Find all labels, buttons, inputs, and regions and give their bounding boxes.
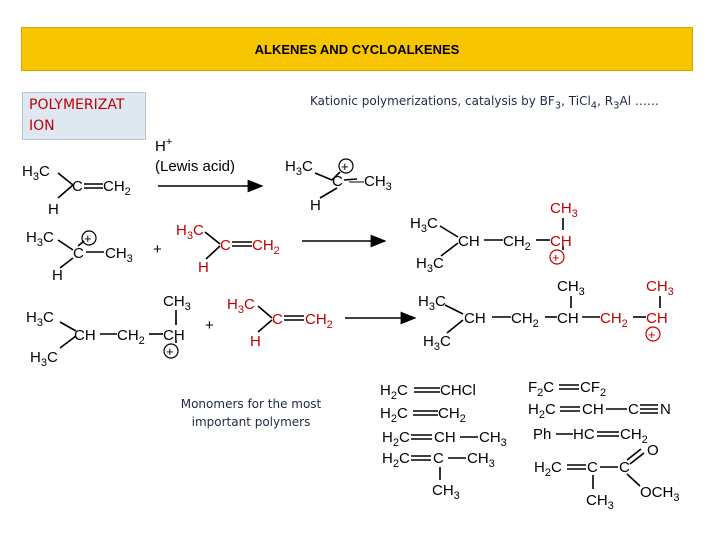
atom-label: $CH_2$ — [103, 178, 131, 198]
atom-label: $—CH_3$ — [349, 173, 392, 193]
monomer-ethylene: $H_2C$ — [380, 405, 408, 425]
atom-label: H — [250, 333, 261, 350]
monomer-propylene-mid: CH — [434, 429, 456, 446]
monomer-acrylonitrile: $H_2C$ — [528, 401, 556, 421]
monomer-vinyl-chloride: $H_2C$ — [380, 382, 408, 402]
monomer-acrylonitrile-n: N — [660, 401, 671, 418]
atom-label: $CH_3$ — [105, 245, 133, 265]
monomer-ethylene-right: $CH_2$ — [438, 405, 466, 425]
atom-label: $H_3C$ — [22, 163, 50, 183]
charge-sign: + — [341, 159, 349, 174]
subtitle: Kationic polymerizations, catalysis by $BF_3$, TiCl$_4$, $R_3Al$ …… — [310, 94, 659, 112]
atom-label: CH — [646, 310, 668, 327]
atom-label: $CH_3$ — [550, 200, 578, 220]
monomer-acrylonitrile-c: C — [628, 401, 639, 418]
atom-label: H — [198, 259, 209, 276]
atom-label: C — [272, 311, 283, 328]
atom-label: H — [48, 201, 59, 218]
atom-label: CH — [458, 233, 480, 250]
plus-sign: + — [153, 241, 162, 258]
atom-label: $CH_2$ — [503, 233, 531, 253]
monomer-vinyl-chloride-right: CHCl — [440, 382, 476, 399]
atom-label: $H_3C$ — [30, 349, 58, 369]
atom-label: $H_3C$ — [285, 158, 313, 178]
atom-label: CH — [557, 310, 579, 327]
charge-sign: + — [552, 250, 560, 265]
atom-label: C — [73, 245, 84, 262]
monomer-mma-c: C — [587, 459, 598, 476]
monomer-mma-carbonyl: C — [619, 459, 630, 476]
charge-sign: + — [648, 327, 656, 342]
atom-label: CH — [163, 327, 185, 344]
atom-label: $H_3C$ — [423, 333, 451, 353]
atom-label: CH — [550, 233, 572, 250]
atom-label: $H_3C$ — [26, 229, 54, 249]
atom-label: $CH_2$ — [305, 311, 333, 331]
atom-label: $H_3C$ — [227, 296, 255, 316]
plus-sign: + — [205, 317, 214, 334]
atom-label: $H_3C$ — [418, 293, 446, 313]
atom-label: H — [52, 267, 63, 284]
topic-label: POLYMERIZAT ION — [29, 97, 125, 134]
atom-label: CH — [464, 310, 486, 327]
monomer-mma-o: O — [647, 442, 659, 459]
monomer-propylene-right: $CH_3$ — [479, 429, 507, 449]
atom-label: $CH_3$ — [646, 278, 674, 298]
atom-label: $CH_2$ — [511, 310, 539, 330]
atom-label: $CH_2$ — [600, 310, 628, 330]
monomer-isobutylene-methyl: $CH_3$ — [432, 482, 460, 502]
catalyst-proton: H+ — [155, 136, 173, 155]
monomer-mma-methyl: $CH_3$ — [586, 492, 614, 512]
monomer-isobutylene-right: $CH_3$ — [467, 450, 495, 470]
monomer-tetrafluoroethylene: $F_2C$ — [528, 379, 555, 399]
monomer-tetrafluoroethylene-right: $CF_2$ — [580, 379, 607, 399]
atom-label: $H_3C$ — [410, 215, 438, 235]
atom-label: $H_3C$ — [176, 222, 204, 242]
monomer-styrene-right: $CH_2$ — [620, 426, 648, 446]
slide-title: ALKENES AND CYCLOALKENES — [254, 41, 460, 57]
atom-label: $CH_3$ — [163, 293, 191, 313]
monomer-acrylonitrile-mid: CH — [582, 401, 604, 418]
charge-sign: + — [166, 344, 174, 359]
monomer-styrene: Ph — [533, 426, 552, 443]
atom-label: $CH_3$ — [557, 278, 585, 298]
atom-label: H — [310, 197, 321, 214]
monomer-isobutylene-mid: C — [433, 450, 444, 467]
atom-label: $H_3C$ — [26, 309, 54, 329]
atom-label: $CH_2$ — [252, 237, 280, 257]
monomer-styrene-mid: HC — [573, 426, 595, 443]
monomer-isobutylene: $H_2C$ — [382, 450, 410, 470]
catalyst-label: (Lewis acid) — [155, 158, 236, 175]
monomer-mma: $H_2C$ — [534, 459, 562, 479]
atom-label: $H_3C$ — [416, 255, 444, 275]
atom-label: CH — [74, 327, 96, 344]
monomers-label: Monomers for the most important polymers — [180, 397, 322, 429]
charge-sign: + — [84, 231, 92, 246]
monomer-mma-ester: $OCH_3$ — [640, 484, 680, 504]
atom-label: $CH_2$ — [117, 327, 145, 347]
atom-label: C — [332, 173, 343, 190]
atom-label: C — [72, 178, 83, 195]
atom-label: C — [220, 237, 231, 254]
monomer-propylene: $H_2C$ — [382, 429, 410, 449]
